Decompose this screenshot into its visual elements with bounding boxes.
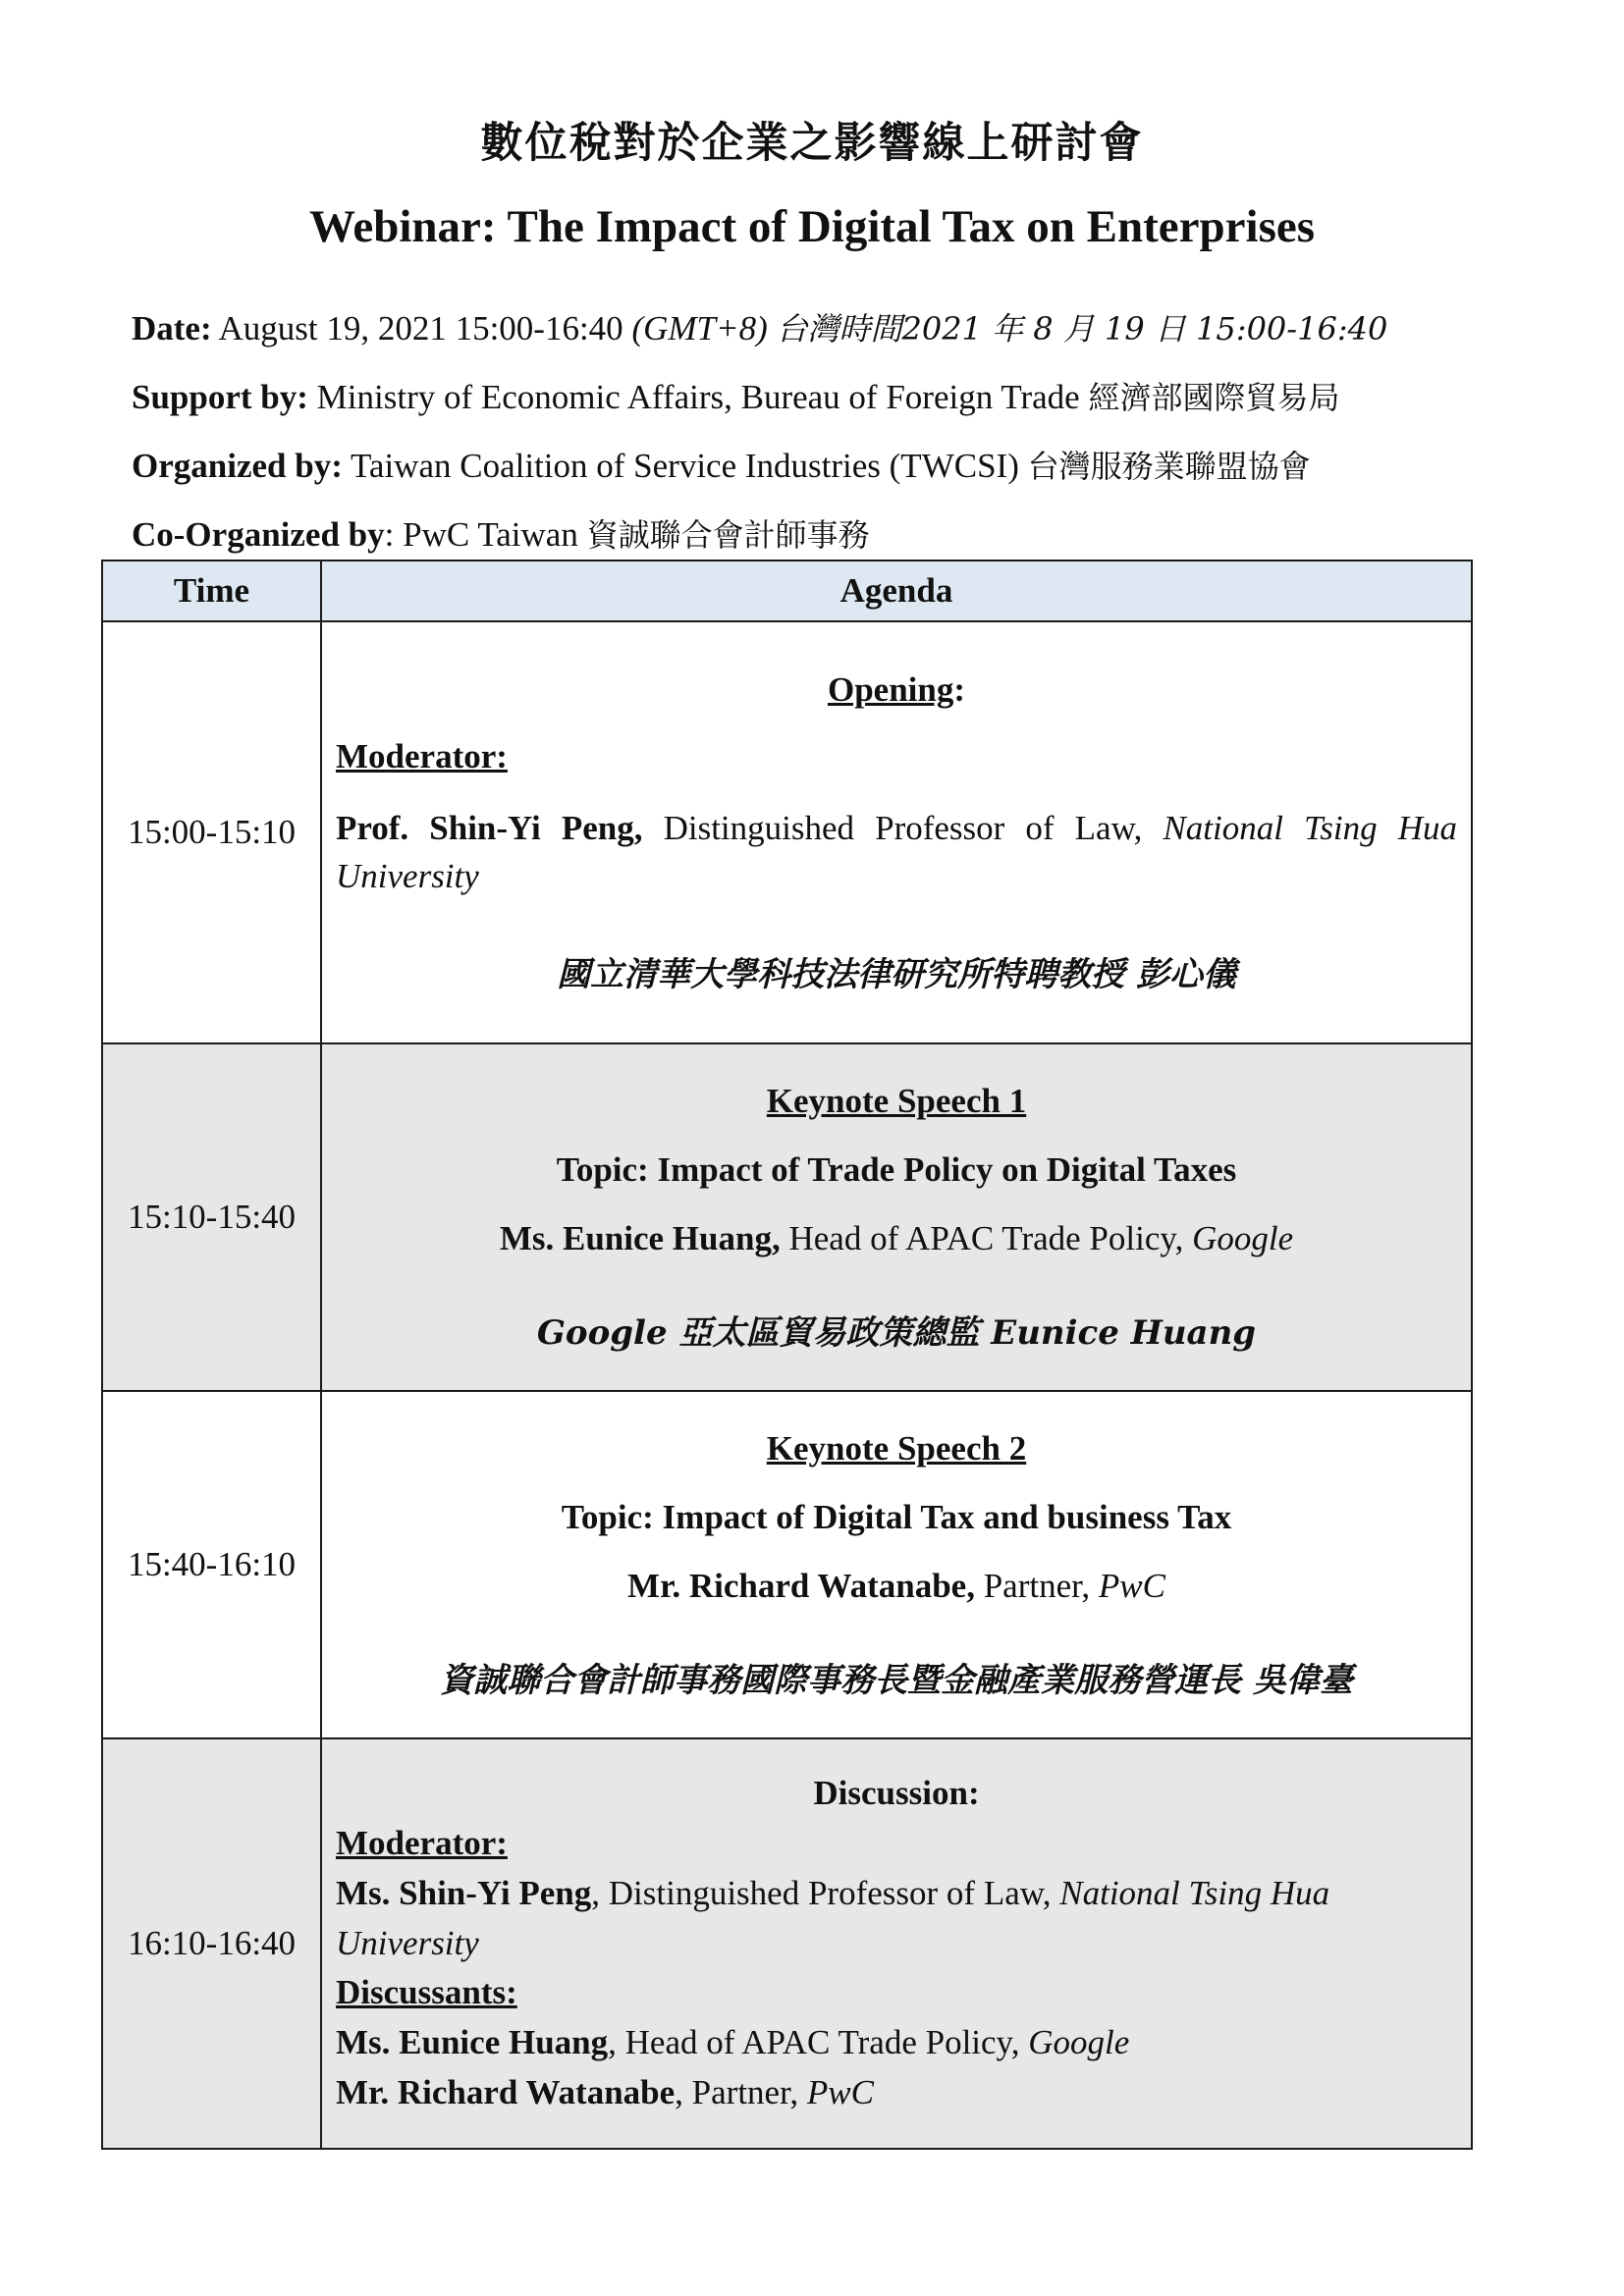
- table-header-row: [102, 561, 1472, 621]
- header-agenda: Agenda: [321, 561, 1472, 621]
- moderator-label: Moderator:: [336, 736, 508, 775]
- speaker-org: Google: [1192, 1218, 1294, 1257]
- row-time: 16:10-16:40: [102, 1738, 321, 2149]
- coorganized-label: Co-Organized by: [132, 515, 385, 554]
- moderator-role: , Distinguished Professor of Law,: [591, 1873, 1052, 1912]
- discussant-line: [336, 2068, 1457, 2118]
- discussants-label: Discussants:: [336, 1973, 517, 2012]
- coorganized-line: [132, 510, 870, 556]
- table-row: [102, 621, 1472, 1043]
- organized-label: Organized by:: [132, 447, 343, 485]
- speaker-chinese: 資誠聯合會計師事務國際事務長暨金融產業服務營運長 吳偉臺: [440, 1660, 1353, 1700]
- section-heading: Discussion:: [813, 1774, 980, 1813]
- moderator-line: [336, 1869, 1457, 1969]
- section-heading: Keynote Speech 2: [766, 1428, 1027, 1468]
- speaker-line: [336, 804, 1457, 900]
- speaker-name: Mr. Richard Watanabe,: [627, 1566, 975, 1605]
- speaker-name: Prof. Shin-Yi Peng,: [336, 808, 643, 847]
- support-chinese: 經濟部國際貿易局: [1088, 379, 1340, 416]
- support-line: [132, 373, 1339, 418]
- organized-value: Taiwan Coalition of Service Industries (TWCSI): [350, 447, 1019, 485]
- speaker-role: Distinguished Professor of Law,: [663, 808, 1143, 847]
- discussant-name: Ms. Eunice Huang: [336, 2023, 609, 2062]
- support-label: Support by:: [132, 378, 308, 416]
- row-agenda: [321, 1391, 1472, 1738]
- organized-chinese: 台灣服務業聯盟協會: [1027, 448, 1311, 485]
- topic: Topic: Impact of Trade Policy on Digital Taxes: [556, 1149, 1237, 1189]
- title-english: Webinar: The Impact of Digital Tax on Enterprises: [308, 201, 1316, 252]
- section-heading: Opening:: [827, 669, 966, 709]
- date-chinese: 台灣時間2021 年 8 月 19 日 15:00-16:40: [776, 310, 1388, 347]
- row-agenda: [321, 1738, 1472, 2149]
- speaker-name: Ms. Eunice Huang,: [499, 1218, 781, 1257]
- discussant-line: [336, 2018, 1457, 2068]
- speaker-line: [336, 1219, 1457, 1258]
- table-row: [102, 1391, 1472, 1738]
- organized-line: [132, 442, 1311, 487]
- header-time: Time: [102, 561, 321, 621]
- date-timezone: (GMT+8): [631, 309, 768, 347]
- moderator-label: Moderator:: [336, 1824, 508, 1863]
- title-chinese: 數位稅對於企業之影響線上研討會: [480, 119, 1144, 168]
- discussant-org: PwC: [806, 2072, 874, 2111]
- row-agenda: [321, 1043, 1472, 1391]
- discussant-role: , Head of APAC Trade Policy,: [608, 2023, 1020, 2062]
- coorganized-chinese: 資誠聯合會計師事務: [586, 516, 870, 554]
- agenda-table: [101, 560, 1473, 2150]
- discussant-org: Google: [1028, 2023, 1130, 2062]
- speaker-role: Head of APAC Trade Policy,: [788, 1218, 1184, 1257]
- topic: Topic: Impact of Digital Tax and business Tax: [561, 1497, 1232, 1536]
- speaker-org: PwC: [1098, 1566, 1165, 1605]
- date-line: [132, 304, 1387, 349]
- moderator-org: National Tsing Hua University: [336, 1873, 1330, 1962]
- table-row: [102, 1738, 1472, 2149]
- row-time: 15:40-16:10: [102, 1391, 321, 1738]
- section-heading: Keynote Speech 1: [766, 1081, 1027, 1120]
- moderator-name: Ms. Shin-Yi Peng: [336, 1873, 592, 1912]
- row-time: 15:00-15:10: [102, 621, 321, 1043]
- table-row: [102, 1043, 1472, 1391]
- speaker-chinese: Google 亞太區貿易政策總監 Eunice Huang: [536, 1312, 1257, 1353]
- date-label: Date:: [132, 309, 212, 347]
- speaker-org: National Tsing Hua University: [336, 808, 1458, 895]
- speaker-chinese: 國立清華大學科技法律研究所特聘教授 彭心儀: [557, 954, 1236, 994]
- discussant-role: , Partner,: [675, 2072, 799, 2111]
- row-agenda: [321, 621, 1472, 1043]
- coorganized-colon: :: [384, 515, 395, 554]
- date-value: August 19, 2021 15:00-16:40: [218, 309, 623, 347]
- speaker-line: [336, 1567, 1457, 1606]
- support-value: Ministry of Economic Affairs, Bureau of Foreign Trade: [316, 378, 1080, 416]
- discussant-name: Mr. Richard Watanabe: [336, 2072, 676, 2111]
- coorganized-value: PwC Taiwan: [403, 515, 578, 554]
- row-time: 15:10-15:40: [102, 1043, 321, 1391]
- speaker-role: Partner,: [983, 1566, 1091, 1605]
